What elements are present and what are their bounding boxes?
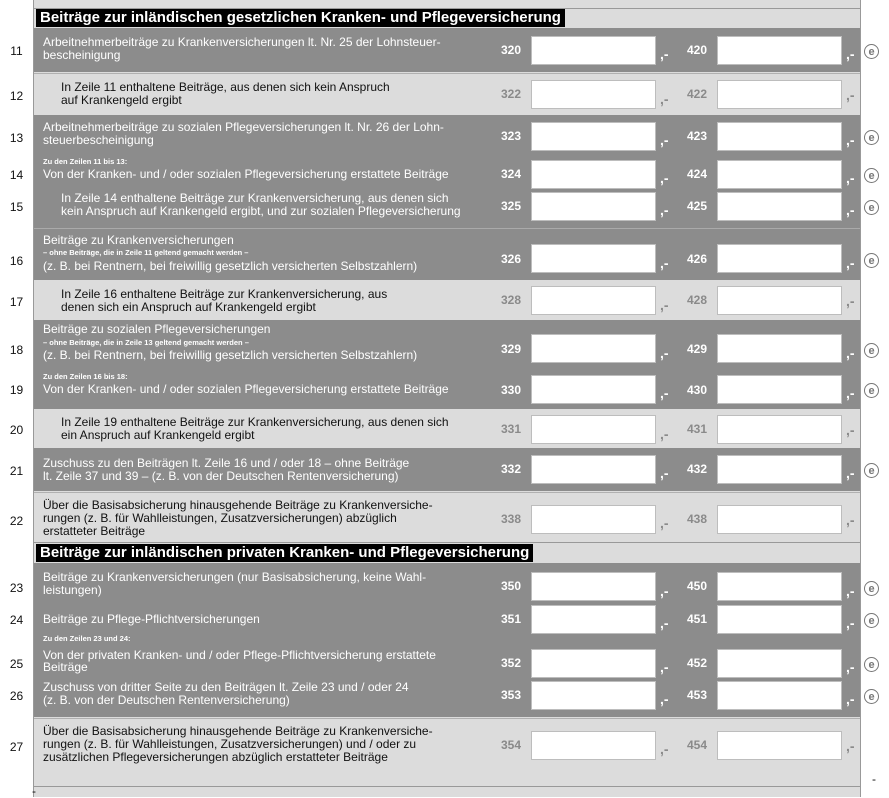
dash-b: ,- xyxy=(846,46,855,62)
amount-field-431[interactable] xyxy=(717,415,842,444)
code-b: 428 xyxy=(686,293,708,307)
dash-b: ,- xyxy=(846,422,855,438)
e-info-icon[interactable]: e xyxy=(864,44,879,59)
amount-field-330[interactable] xyxy=(531,375,656,404)
row-25-subheading: Zu den Zeilen 23 und 24: xyxy=(43,634,131,643)
dash-a: ,- xyxy=(660,345,669,361)
e-info-icon[interactable]: e xyxy=(864,657,879,672)
dash-b: ,- xyxy=(846,615,855,631)
row-number: 26 xyxy=(9,689,24,703)
code-a: 352 xyxy=(500,656,522,670)
row-22-text-1: Über die Basisabsicherung hinausgehende Beiträge zu Krankenversiche- xyxy=(43,498,433,512)
row-number: 21 xyxy=(9,464,24,478)
e-info-icon[interactable]: e xyxy=(864,200,879,215)
section-title-private: Beiträge zur inländischen privaten Kranken- und Pflegeversicherung xyxy=(36,544,533,562)
amount-field-420[interactable] xyxy=(717,36,842,65)
dash-b: ,- xyxy=(846,583,855,599)
row-16-text-1: Beiträge zu Krankenversicherungen xyxy=(43,233,234,247)
dash-a: ,- xyxy=(660,202,669,218)
dash-b: ,- xyxy=(846,132,855,148)
row-15-text-1: In Zeile 14 enthaltene Beiträge zur Krankenversicherung, aus denen sich xyxy=(61,191,449,205)
code-b: 454 xyxy=(686,738,708,752)
code-a: 331 xyxy=(500,422,522,436)
e-info-icon[interactable]: e xyxy=(864,383,879,398)
dash-a: ,- xyxy=(660,46,669,62)
row-26-text-2: (z. B. von der Deutschen Rentenversicherung) xyxy=(43,693,290,707)
amount-field-322[interactable] xyxy=(531,80,656,109)
dash-a: ,- xyxy=(660,465,669,481)
amount-field-453[interactable] xyxy=(717,681,842,710)
dash-b: ,- xyxy=(846,691,855,707)
row-number: 22 xyxy=(9,514,24,528)
amount-field-438[interactable] xyxy=(717,505,842,534)
row-21-text-2: lt. Zeile 37 und 39 – (z. B. von der Deutschen Rentenversicherung) xyxy=(43,469,399,483)
row-18-text-1: Beiträge zu sozialen Pflegeversicherungen xyxy=(43,322,271,336)
code-a: 320 xyxy=(500,43,522,57)
code-a: 322 xyxy=(500,87,522,101)
row-number: 19 xyxy=(9,383,24,397)
amount-field-326[interactable] xyxy=(531,244,656,273)
amount-field-328[interactable] xyxy=(531,286,656,315)
amount-field-432[interactable] xyxy=(717,455,842,484)
dash-b: ,- xyxy=(846,659,855,675)
row-24-text-1: Beiträge zu Pflege-Pflichtversicherungen xyxy=(43,612,260,626)
code-b: 420 xyxy=(686,43,708,57)
dash-b: ,- xyxy=(846,465,855,481)
dash-b: ,- xyxy=(846,255,855,271)
dash-b: ,- xyxy=(846,293,855,309)
row-27-text-2: rungen (z. B. für Wahlleistungen, Zusatzversicherungen) und / oder zu xyxy=(43,737,417,751)
row-13-text-2: steuerbescheinigung xyxy=(43,133,154,147)
row-17-text-2: denen sich ein Anspruch auf Krankengeld ergibt xyxy=(61,300,316,314)
code-b: 426 xyxy=(686,252,708,266)
row-25-text-1: Von der privaten Kranken- und / oder Pflege-Pflichtversicherung erstattete xyxy=(43,648,436,662)
amount-field-352[interactable] xyxy=(531,649,656,678)
e-info-icon[interactable]: e xyxy=(864,463,879,478)
row-17-text-1: In Zeile 16 enthaltene Beiträge zur Krankenversicherung, aus xyxy=(61,287,388,301)
dash-a: ,- xyxy=(660,170,669,186)
row-number: 25 xyxy=(9,657,24,671)
code-a: 328 xyxy=(500,293,522,307)
amount-field-430[interactable] xyxy=(717,375,842,404)
form-bottom-border xyxy=(34,786,860,787)
amount-field-450[interactable] xyxy=(717,572,842,601)
amount-field-332[interactable] xyxy=(531,455,656,484)
code-a: 329 xyxy=(500,342,522,356)
e-info-icon[interactable]: e xyxy=(864,253,879,268)
amount-field-331[interactable] xyxy=(531,415,656,444)
dash-a: ,- xyxy=(660,91,669,107)
row-number: 23 xyxy=(9,581,24,595)
code-b: 438 xyxy=(686,512,708,526)
e-info-icon[interactable]: e xyxy=(864,581,879,596)
dash-a: ,- xyxy=(660,659,669,675)
row-16-subnote: – ohne Beiträge, die in Zeile 11 geltend gemacht werden – xyxy=(43,248,249,257)
amount-field-429[interactable] xyxy=(717,334,842,363)
amount-field-425[interactable] xyxy=(717,192,842,221)
code-b: 422 xyxy=(686,87,708,101)
code-a: 324 xyxy=(500,167,522,181)
code-a: 353 xyxy=(500,688,522,702)
dash-b: ,- xyxy=(846,385,855,401)
row-number: 18 xyxy=(9,343,24,357)
row-number: 14 xyxy=(9,168,24,182)
amount-field-329[interactable] xyxy=(531,334,656,363)
row-15-text-2: kein Anspruch auf Krankengeld ergibt, und zur sozialen Pflegeversicherung xyxy=(61,204,461,218)
dash-a: ,- xyxy=(660,615,669,631)
row-19-text-1: Von der Kranken- und / oder sozialen Pflegeversicherung erstattete Beiträge xyxy=(43,382,449,396)
row-number: 12 xyxy=(9,89,24,103)
e-info-icon[interactable]: e xyxy=(864,168,879,183)
dash-b: ,- xyxy=(846,738,855,754)
amount-field-325[interactable] xyxy=(531,192,656,221)
code-a: 351 xyxy=(500,612,522,626)
amount-field-424[interactable] xyxy=(717,160,842,189)
code-a: 338 xyxy=(500,512,522,526)
row-number: 17 xyxy=(9,295,24,309)
amount-field-451[interactable] xyxy=(717,605,842,634)
row-number: 27 xyxy=(9,740,24,754)
section-title-statutory: Beiträge zur inländischen gesetzlichen Kranken- und Pflegeversicherung xyxy=(36,9,565,27)
row-14-text-1: Von der Kranken- und / oder sozialen Pflegeversicherung erstattete Beiträge xyxy=(43,167,449,181)
row-13-text-1: Arbeitnehmerbeiträge zu sozialen Pflegeversicherungen lt. Nr. 26 der Lohn- xyxy=(43,120,444,134)
row-11-text-1: Arbeitnehmerbeiträge zu Krankenversicherungen lt. Nr. 25 der Lohnsteuer- xyxy=(43,35,441,49)
row-number: 16 xyxy=(9,254,24,268)
bottom-mark-left: - xyxy=(32,784,36,798)
amount-field-320[interactable] xyxy=(531,36,656,65)
amount-field-452[interactable] xyxy=(717,649,842,678)
amount-field-324[interactable] xyxy=(531,160,656,189)
row-number: 15 xyxy=(9,200,24,214)
row-20-text-1: In Zeile 19 enthaltene Beiträge zur Krankenversicherung, aus denen sich xyxy=(61,415,449,429)
dash-a: ,- xyxy=(660,515,669,531)
bottom-mark-right: - xyxy=(872,772,876,786)
amount-field-428[interactable] xyxy=(717,286,842,315)
row-27-text-1: Über die Basisabsicherung hinausgehende Beiträge zu Krankenversiche- xyxy=(43,724,433,738)
code-a: 350 xyxy=(500,579,522,593)
row-number: 20 xyxy=(9,423,24,437)
e-info-icon[interactable]: e xyxy=(864,613,879,628)
code-b: 450 xyxy=(686,579,708,593)
code-b: 431 xyxy=(686,422,708,436)
code-b: 432 xyxy=(686,462,708,476)
row-16-text-2: (z. B. bei Rentnern, bei freiwillig gesetzlich versicherten Selbstzahlern) xyxy=(43,259,418,273)
dash-b: ,- xyxy=(846,170,855,186)
dash-a: ,- xyxy=(660,385,669,401)
dash-a: ,- xyxy=(660,297,669,313)
amount-field-323[interactable] xyxy=(531,122,656,151)
amount-field-350[interactable] xyxy=(531,572,656,601)
dash-a: ,- xyxy=(660,255,669,271)
dash-a: ,- xyxy=(660,691,669,707)
row-22-text-2: rungen (z. B. für Wahlleistungen, Zusatzversicherungen) abzüglich xyxy=(43,511,397,525)
code-a: 325 xyxy=(500,199,522,213)
amount-field-422[interactable] xyxy=(717,80,842,109)
form-right-border xyxy=(860,0,861,797)
row-12-text-2: auf Krankengeld ergibt xyxy=(61,93,182,107)
row-14-subheading: Zu den Zeilen 11 bis 13: xyxy=(43,157,128,166)
row-27-text-3: zusätzlichen Pflegeversicherungen abzüglich erstatteter Beiträge xyxy=(43,750,388,764)
row-18-text-2: (z. B. bei Rentnern, bei freiwillig gesetzlich versicherten Selbstzahlern) xyxy=(43,348,418,362)
code-a: 332 xyxy=(500,462,522,476)
row-19-subheading: Zu den Zeilen 16 bis 18: xyxy=(43,372,128,381)
code-b: 453 xyxy=(686,688,708,702)
amount-field-351[interactable] xyxy=(531,605,656,634)
row-20-text-2: ein Anspruch auf Krankengeld ergibt xyxy=(61,428,255,442)
dash-a: ,- xyxy=(660,426,669,442)
amount-field-338[interactable] xyxy=(531,505,656,534)
dash-b: ,- xyxy=(846,512,855,528)
code-b: 452 xyxy=(686,656,708,670)
code-b: 425 xyxy=(686,199,708,213)
dash-b: ,- xyxy=(846,202,855,218)
e-info-icon[interactable]: e xyxy=(864,343,879,358)
dash-a: ,- xyxy=(660,132,669,148)
row-11-text-2: bescheinigung xyxy=(43,48,121,62)
row-25-text-2: Beiträge xyxy=(43,660,88,674)
row-23-text-2: leistungen) xyxy=(43,583,102,597)
e-info-icon[interactable]: e xyxy=(864,689,879,704)
amount-field-354[interactable] xyxy=(531,731,656,760)
amount-field-454[interactable] xyxy=(717,731,842,760)
code-a: 326 xyxy=(500,252,522,266)
e-info-icon[interactable]: e xyxy=(864,130,879,145)
code-a: 354 xyxy=(500,738,522,752)
code-b: 424 xyxy=(686,167,708,181)
row-number: 24 xyxy=(9,613,24,627)
row-22-text-3: erstatteter Beiträge xyxy=(43,524,146,538)
row-21-text-1: Zuschuss zu den Beiträgen lt. Zeile 16 und / oder 18 – ohne Beiträge xyxy=(43,456,410,470)
amount-field-426[interactable] xyxy=(717,244,842,273)
row-12-text-1: In Zeile 11 enthaltene Beiträge, aus denen sich kein Anspruch xyxy=(61,80,390,94)
row-number: 11 xyxy=(10,44,23,58)
amount-field-353[interactable] xyxy=(531,681,656,710)
code-b: 423 xyxy=(686,129,708,143)
code-b: 429 xyxy=(686,342,708,356)
row-number: 13 xyxy=(9,131,24,145)
dash-a: ,- xyxy=(660,583,669,599)
amount-field-423[interactable] xyxy=(717,122,842,151)
code-b: 451 xyxy=(686,612,708,626)
dash-b: ,- xyxy=(846,87,855,103)
code-a: 323 xyxy=(500,129,522,143)
row-23-text-1: Beiträge zu Krankenversicherungen (nur Basisabsicherung, keine Wahl- xyxy=(43,570,427,584)
dash-b: ,- xyxy=(846,345,855,361)
dash-a: ,- xyxy=(660,741,669,757)
row-26-text-1: Zuschuss von dritter Seite zu den Beiträgen lt. Zeile 23 und / oder 24 xyxy=(43,680,409,694)
code-a: 330 xyxy=(500,383,522,397)
row-18-subnote: – ohne Beiträge, die in Zeile 13 geltend gemacht werden – xyxy=(43,338,249,347)
code-b: 430 xyxy=(686,383,708,397)
